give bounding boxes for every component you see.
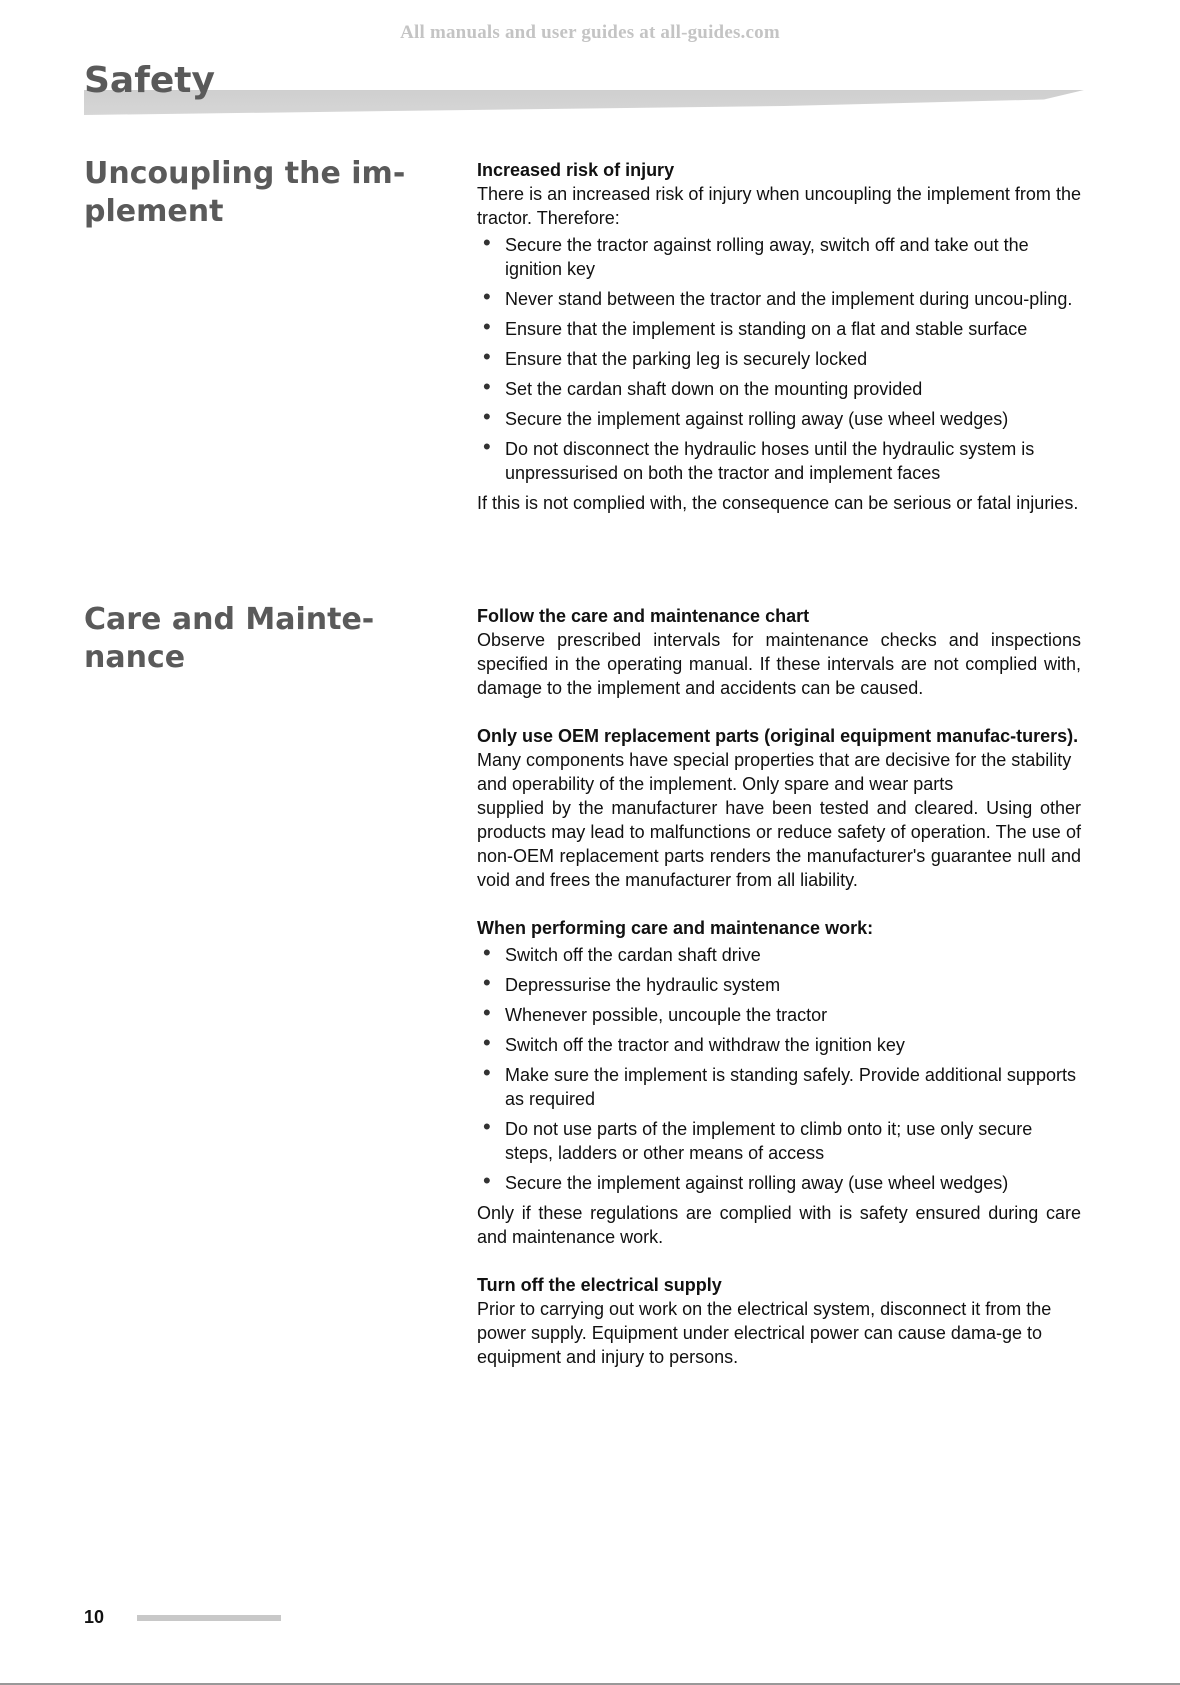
list-item: • Switch off the cardan shaft drive <box>477 943 1081 967</box>
paragraph: If this is not complied with, the consequence can be serious or fatal injuries. <box>477 493 1079 513</box>
paragraph: Prior to carrying out work on the electrical system, disconnect it from the power supply. Equipment under electrical power can cause dama-ge to equipment and injury to persons. <box>477 1299 1052 1367</box>
list-item: • Secure the implement against rolling away (use wheel wedges) <box>477 407 1081 431</box>
list-item: • Secure the implement against rolling away (use wheel wedges) <box>477 1171 1081 1195</box>
sub-heading-electrical: Turn off the electrical supply <box>477 1275 722 1295</box>
section-heading-care: Care and Mainte- nance <box>84 602 375 675</box>
sub-heading-increased-risk: Increased risk of injury <box>477 160 675 180</box>
bullet-list-maintenance <box>477 943 1081 1195</box>
page-number: 10 <box>84 1607 105 1627</box>
sub-heading-oem-parts: Only use OEM replacement parts (original equipment manufac-turers). <box>477 726 1079 746</box>
paragraph: Many components have special properties that are decisive for the stability <box>477 750 1072 770</box>
page-title: Safety <box>84 60 215 101</box>
section-heading-uncoupling: Uncoupling the im- plement <box>84 156 406 229</box>
paragraph: and operability of the implement. Only spare and wear parts <box>477 774 954 794</box>
sub-heading-care-chart: Follow the care and maintenance chart <box>477 606 810 626</box>
paragraph: supplied by the manufacturer have been tested and cleared. Using other products may lead to malfunctions or reduce safety of operation. The use of non-OEM replacement parts renders the manufacturer's guarantee null and void and frees the manufacturer from all liability. <box>477 798 1081 890</box>
list-item: • Do not disconnect the hydraulic hoses until the hydraulic system is unpressurised on both the tractor and implement faces <box>477 437 1081 485</box>
paragraph: There is an increased risk of injury when uncoupling the implement from the tractor. Therefore: <box>477 184 1081 228</box>
list-item: • Set the cardan shaft down on the mounting provided <box>477 377 1081 401</box>
list-item: • Depressurise the hydraulic system <box>477 973 1081 997</box>
list-item: • Do not use parts of the implement to climb onto it; use only secure steps, ladders or other means of access <box>477 1117 1081 1165</box>
list-item: • Switch off the tractor and withdraw the ignition key <box>477 1033 1081 1057</box>
section-uncoupling-content <box>477 158 1081 515</box>
watermark: All manuals and user guides at all-guides.com <box>400 22 780 43</box>
list-item: • Secure the tractor against rolling away, switch off and take out the ignition key <box>477 233 1081 281</box>
bullet-list-uncoupling <box>477 233 1081 485</box>
list-item: • Never stand between the tractor and the implement during uncou-pling. <box>477 287 1081 311</box>
list-item: • Whenever possible, uncouple the tractor <box>477 1003 1081 1027</box>
footer-bar <box>137 1615 281 1621</box>
list-item: • Make sure the implement is standing safely. Provide additional supports as required <box>477 1063 1081 1111</box>
sub-heading-maintenance-work: When performing care and maintenance work: <box>477 918 874 938</box>
paragraph: Only if these regulations are complied with is safety ensured during care and maintenance work. <box>477 1203 1081 1247</box>
header-band <box>84 90 1084 115</box>
list-item: • Ensure that the parking leg is securely locked <box>477 347 1081 371</box>
list-item: • Ensure that the implement is standing on a flat and stable surface <box>477 317 1081 341</box>
section-care-content <box>477 604 1081 1369</box>
paragraph: Observe prescribed intervals for maintenance checks and inspections specified in the operating manual. If these intervals are not complied with, damage to the implement and accidents can be caused. <box>477 630 1081 698</box>
